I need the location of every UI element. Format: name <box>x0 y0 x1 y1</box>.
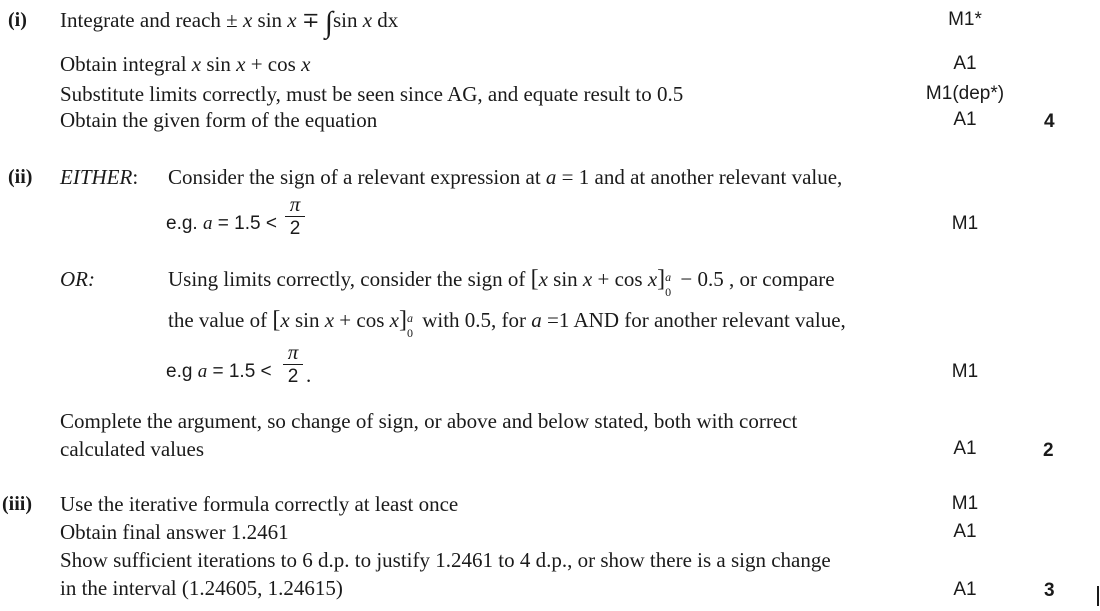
part-iii-line-1: Use the iterative formula correctly at least once <box>60 492 459 516</box>
pi-over-2-fraction <box>282 342 304 387</box>
text: sin <box>289 308 325 332</box>
text: with 0.5, for <box>416 308 532 332</box>
text: sin <box>252 8 288 32</box>
fraction-bar <box>283 364 303 365</box>
upper-limit: a <box>406 311 413 325</box>
var-x: x <box>582 267 593 291</box>
var-x: x <box>280 308 290 332</box>
var-x: x <box>362 8 373 32</box>
var-x: x <box>236 52 246 76</box>
part-ii-label: (ii) <box>8 166 33 188</box>
text: sin <box>332 8 363 32</box>
mark-i-4: A1 <box>953 109 977 130</box>
either-label: EITHER <box>60 165 133 189</box>
var-x: x <box>647 267 658 291</box>
minus-plus-sign: ∓ <box>296 8 325 32</box>
mark-iii-3: A1 <box>953 579 977 600</box>
fraction-denominator: 2 <box>289 218 301 239</box>
text: + cos <box>245 52 302 76</box>
eg-1 <box>166 212 277 236</box>
mark-ii-1: M1 <box>951 213 979 234</box>
pi-over-2-fraction <box>284 194 306 239</box>
text: Using limits correctly, consider the sign of <box>168 267 531 291</box>
close-bracket: ] <box>657 266 666 292</box>
limits <box>406 308 417 340</box>
var-x: x <box>324 308 335 332</box>
text: Integrate and reach <box>60 8 227 32</box>
period: . <box>306 363 312 387</box>
var-x: x <box>242 8 253 32</box>
text: e.g. <box>166 213 203 234</box>
part-i-line-2 <box>60 52 310 76</box>
var-x: x <box>538 267 548 291</box>
mark-i-2: A1 <box>953 53 977 74</box>
var-a: a <box>197 361 208 382</box>
mark-ii-3: A1 <box>953 438 977 459</box>
plus-minus-sign: ± <box>226 8 243 32</box>
or-line-1 <box>168 266 835 299</box>
open-bracket: [ <box>272 307 281 333</box>
fraction-bar <box>285 216 305 217</box>
text: the value of <box>168 308 273 332</box>
or-label: OR: <box>60 267 95 291</box>
text: = 1.5 < <box>212 213 277 234</box>
fraction-numerator: π <box>289 192 301 216</box>
text: + cos <box>592 267 648 291</box>
lower-limit: 0 <box>406 326 413 340</box>
text: sin <box>201 52 237 76</box>
text: sin <box>547 267 583 291</box>
var-a: a <box>531 308 542 332</box>
mark-ii-2: M1 <box>951 361 979 382</box>
mark-i-1: M1* <box>948 9 982 30</box>
text: Consider the sign of a relevant expression at <box>168 165 546 189</box>
upper-limit: a <box>665 270 672 284</box>
part-iii-line-2: Obtain final answer 1.2461 <box>60 520 289 544</box>
var-x: x <box>301 52 311 76</box>
var-x: x <box>191 52 202 76</box>
var-x: x <box>389 308 399 332</box>
colon: : <box>132 165 139 189</box>
total-i: 4 <box>1044 111 1055 132</box>
eg-2 <box>166 360 272 384</box>
total-iii: 3 <box>1044 580 1055 601</box>
part-ii-either-line <box>60 165 138 189</box>
text-cursor <box>1097 586 1099 606</box>
var-x: x <box>287 8 297 32</box>
text: = 1 and at another relevant value, <box>556 165 843 189</box>
or-line-2 <box>168 307 846 340</box>
complete-line-1: Complete the argument, so change of sign, or above and below stated, both with correct <box>60 409 798 433</box>
part-iii-line-3: Show sufficient iterations to 6 d.p. to justify 1.2461 to 4 d.p., or show there is a sign change <box>60 548 831 572</box>
integral-sign: ∫ <box>324 6 333 39</box>
fraction-numerator: π <box>287 340 299 364</box>
text: − 0.5 , or compare <box>675 267 835 291</box>
part-iii-label: (iii) <box>2 493 32 515</box>
open-bracket: [ <box>530 266 539 292</box>
part-iii-line-4: in the interval (1.24605, 1.24615) <box>60 576 343 600</box>
var-a: a <box>545 165 557 189</box>
part-i-line-1 <box>60 6 399 39</box>
limits <box>665 267 675 299</box>
mark-iii-2: A1 <box>953 521 977 542</box>
text: dx <box>372 8 399 32</box>
text: =1 AND for another relevant value, <box>541 308 846 332</box>
either-text <box>168 165 842 189</box>
lower-limit: 0 <box>665 285 672 299</box>
part-i-line-3: Substitute limits correctly, must be seen since AG, and equate result to 0.5 <box>60 82 684 106</box>
mark-i-3: M1(dep*) <box>925 83 1005 104</box>
text: Obtain integral <box>60 52 192 76</box>
var-a: a <box>202 213 213 234</box>
text: = 1.5 < <box>207 361 272 382</box>
total-ii: 2 <box>1043 440 1054 461</box>
part-i-label: (i) <box>8 9 27 31</box>
text: e.g <box>166 361 198 382</box>
text: + cos <box>334 308 390 332</box>
mark-iii-1: M1 <box>951 493 979 514</box>
complete-line-2: calculated values <box>60 437 205 461</box>
part-i-line-4: Obtain the given form of the equation <box>60 108 378 132</box>
fraction-denominator: 2 <box>287 366 299 387</box>
close-bracket: ] <box>398 307 407 333</box>
